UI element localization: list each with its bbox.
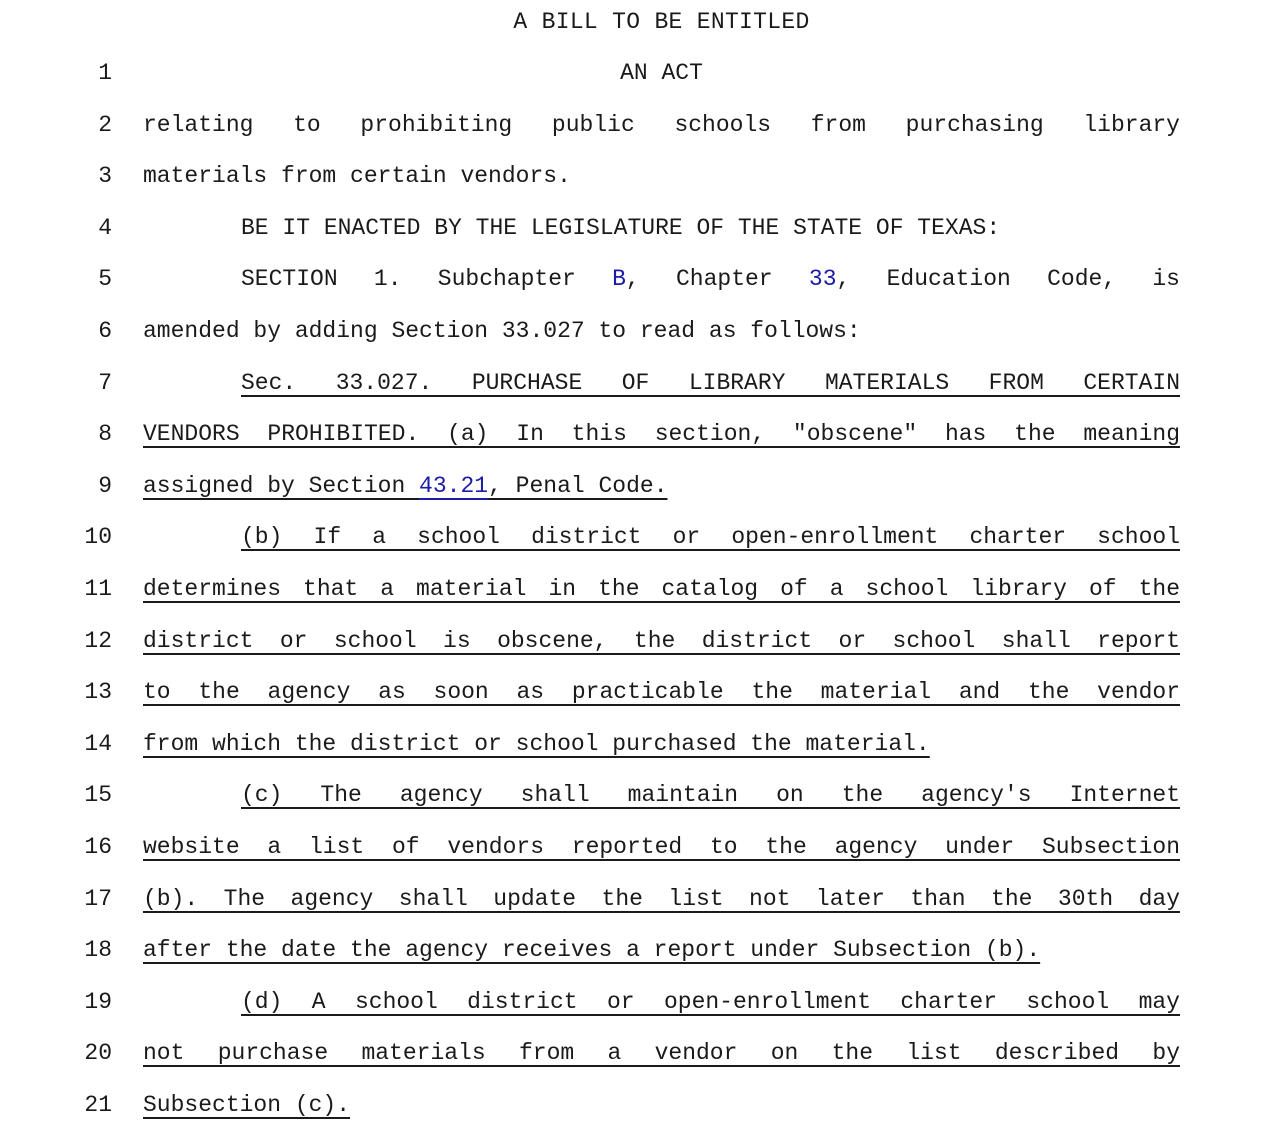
line-number: 8 xyxy=(98,421,112,448)
line-text xyxy=(143,781,1180,809)
line-number: 10 xyxy=(84,524,112,551)
underlined-text: (b) If a school district or open-enrollment charter school xyxy=(241,524,1180,551)
underlined-text: (d) A school district or open-enrollment charter school may xyxy=(241,988,1180,1015)
bill-line xyxy=(0,305,1282,357)
line-number: 5 xyxy=(98,266,112,293)
bill-line xyxy=(0,47,1282,99)
bill-line xyxy=(0,821,1282,873)
underlined-text: Subsection (c). xyxy=(143,1091,351,1118)
underlined-text: website a list of vendors reported to the agency under Subsection xyxy=(143,833,1180,860)
bill-line xyxy=(0,718,1282,770)
line-number: 19 xyxy=(84,988,112,1015)
line-text xyxy=(143,420,1180,448)
line-text xyxy=(143,885,1180,913)
line-text xyxy=(143,472,1180,500)
bill-line xyxy=(0,99,1282,151)
bill-line xyxy=(0,202,1282,254)
line-number: 15 xyxy=(84,782,112,809)
line-number: 6 xyxy=(98,317,112,344)
underlined-text: , Penal Code. xyxy=(488,472,668,499)
line-number: 2 xyxy=(98,111,112,138)
line-text xyxy=(143,265,1180,293)
line-text xyxy=(143,369,1180,397)
bill-line xyxy=(0,511,1282,563)
line-number: 14 xyxy=(84,730,112,757)
underlined-text: VENDORS PROHIBITED. (a) In this section, "obscene" has the meaning xyxy=(143,421,1180,448)
line-number: 1 xyxy=(98,60,112,86)
bill-line xyxy=(0,408,1282,460)
line-number: 9 xyxy=(98,472,112,499)
line-text-part: SECTION 1. Subchapter xyxy=(241,266,613,293)
line-text: relating to prohibiting public schools from purchasing library xyxy=(143,111,1180,138)
bill-line xyxy=(0,150,1282,202)
bill-line xyxy=(0,563,1282,615)
line-number: 12 xyxy=(84,627,112,654)
line-text xyxy=(143,833,1180,861)
bill-line xyxy=(0,1079,1282,1130)
line-text xyxy=(143,936,1180,964)
line-text xyxy=(143,627,1180,655)
line-text-part: , Chapter xyxy=(625,266,809,293)
underlined-text: (c) The agency shall maintain on the agency's Internet xyxy=(241,782,1180,809)
underlined-text: (b). The agency shall update the list not later than the 30th day xyxy=(143,885,1180,912)
underlined-text: to the agency as soon as practicable the material and the vendor xyxy=(143,679,1180,706)
line-text-part: , Education Code, is xyxy=(836,266,1180,293)
bill-line xyxy=(0,615,1282,667)
line-number: 18 xyxy=(84,937,112,964)
underlined-text: from which the district or school purchased the material. xyxy=(143,730,930,757)
underlined-text: not purchase materials from a vendor on the list described by xyxy=(143,1040,1180,1067)
line-text xyxy=(143,678,1180,706)
line-number: 20 xyxy=(84,1040,112,1067)
line-text: AN ACT xyxy=(620,60,703,86)
subchapter-link[interactable]: B xyxy=(612,266,626,293)
underlined-text: assigned by Section xyxy=(143,472,420,499)
bill-line xyxy=(0,976,1282,1028)
line-number: 3 xyxy=(98,163,112,190)
line-number: 11 xyxy=(84,575,112,602)
line-text: materials from certain vendors. xyxy=(143,163,571,190)
line-text xyxy=(143,730,1180,758)
penal-code-link[interactable]: 43.21 xyxy=(419,472,489,499)
line-text xyxy=(143,988,1180,1016)
line-text: amended by adding Section 33.027 to read as follows: xyxy=(143,317,861,344)
line-text xyxy=(143,1039,1180,1067)
line-number: 7 xyxy=(98,369,112,396)
line-text xyxy=(143,523,1180,551)
bill-line xyxy=(0,460,1282,512)
line-number: 17 xyxy=(84,885,112,912)
line-number: 4 xyxy=(98,214,112,241)
line-text xyxy=(143,1091,1180,1119)
line-text xyxy=(143,575,1180,603)
underlined-text: Sec. 33.027. PURCHASE OF LIBRARY MATERIALS FROM CERTAIN xyxy=(241,369,1180,396)
line-number: 21 xyxy=(84,1091,112,1118)
underlined-text: determines that a material in the catalog of a school library of the xyxy=(143,575,1180,602)
bill-line xyxy=(0,253,1282,305)
underlined-text: after the date the agency receives a report under Subsection (b). xyxy=(143,937,1041,964)
bill-line xyxy=(0,1027,1282,1079)
bill-line xyxy=(0,924,1282,976)
chapter-link[interactable]: 33 xyxy=(808,266,837,293)
underlined-text: district or school is obscene, the district or school shall report xyxy=(143,627,1180,654)
bill-heading: A BILL TO BE ENTITLED xyxy=(513,9,810,35)
bill-line xyxy=(0,769,1282,821)
bill-line xyxy=(0,666,1282,718)
bill-line xyxy=(0,357,1282,409)
bill-line xyxy=(0,873,1282,925)
line-number: 16 xyxy=(84,833,112,860)
line-number: 13 xyxy=(84,679,112,706)
line-text: BE IT ENACTED BY THE LEGISLATURE OF THE STATE OF TEXAS: xyxy=(241,214,1001,241)
bill-lines xyxy=(0,47,1282,1130)
